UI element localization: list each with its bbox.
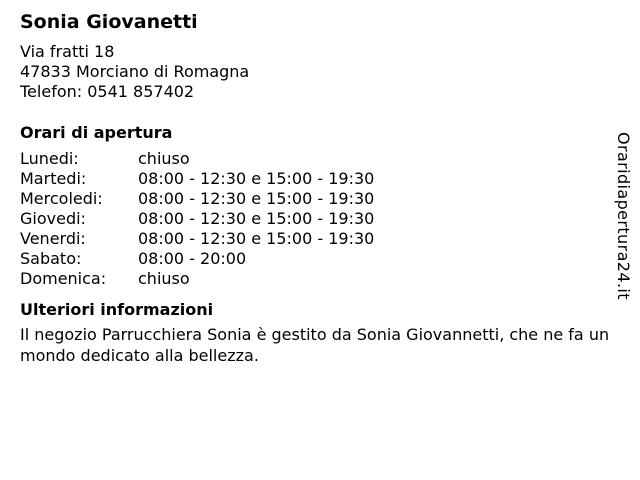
- day-label: Mercoledi:: [20, 189, 103, 208]
- hours-row-sunday: [20, 269, 374, 289]
- hours-value: chiuso: [138, 149, 190, 168]
- business-page: [20, 8, 620, 366]
- hours-value: 08:00 - 12:30 e 15:00 - 19:30: [138, 169, 375, 188]
- street-address: Via fratti 18: [20, 42, 115, 61]
- more-info-heading: Ulteriori informazioni: [20, 300, 214, 319]
- business-name: Sonia Giovanetti: [20, 11, 198, 33]
- site-watermark: Oraridiapertura24.it: [614, 132, 633, 300]
- hours-row-wednesday: [20, 189, 374, 209]
- hours-value: 08:00 - 20:00: [138, 249, 247, 268]
- phone-number: Telefon: 0541 857402: [20, 82, 195, 101]
- more-info-text: Il negozio Parrucchiera Sonia è gestito da Sonia Giovannetti, che ne fa un mondo dedicato alla bellezza.: [20, 325, 610, 365]
- hours-value: chiuso: [138, 269, 190, 288]
- hours-row-thursday: [20, 209, 374, 229]
- hours-value: 08:00 - 12:30 e 15:00 - 19:30: [138, 189, 375, 208]
- hours-row-tuesday: [20, 169, 374, 189]
- hours-value: 08:00 - 12:30 e 15:00 - 19:30: [138, 229, 375, 248]
- day-label: Domenica:: [20, 269, 107, 288]
- day-label: Lunedi:: [20, 149, 79, 168]
- day-label: Martedi:: [20, 169, 87, 188]
- day-label: Giovedi:: [20, 209, 86, 228]
- day-label: Venerdi:: [20, 229, 86, 248]
- day-label: Sabato:: [20, 249, 82, 268]
- address-block: [20, 42, 620, 102]
- hours-row-monday: [20, 149, 374, 169]
- hours-row-friday: [20, 229, 374, 249]
- hours-value: 08:00 - 12:30 e 15:00 - 19:30: [138, 209, 375, 228]
- hours-row-saturday: [20, 249, 374, 269]
- city-address: 47833 Morciano di Romagna: [20, 62, 250, 81]
- opening-hours-heading: Orari di apertura: [20, 123, 173, 142]
- opening-hours-table: [20, 149, 374, 289]
